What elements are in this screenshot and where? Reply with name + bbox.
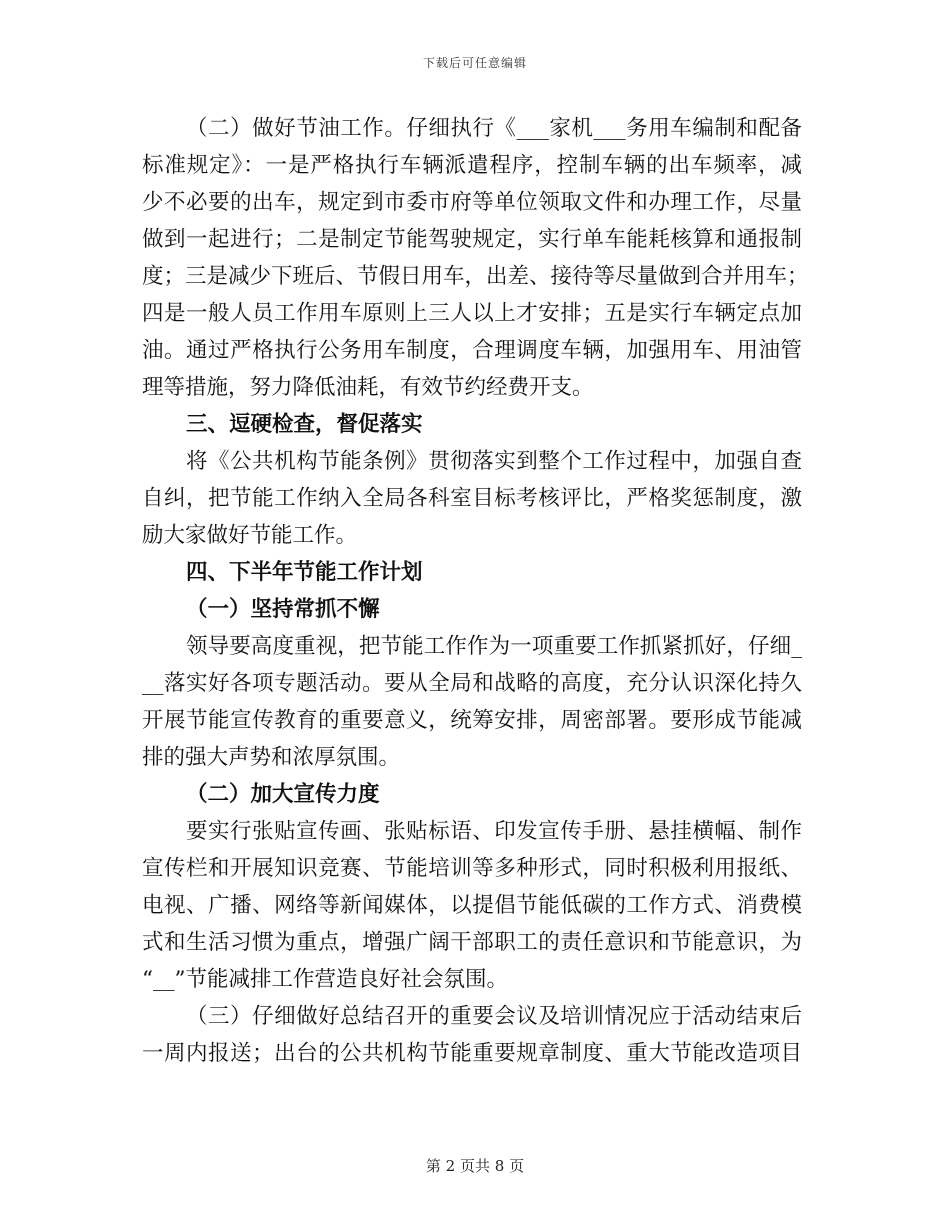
section-heading: （一）坚持常抓不懈 <box>186 597 380 622</box>
section-heading: （二）加大宣传力度 <box>186 782 380 807</box>
body-text-line: __落实好各项专题活动。要从全局和战略的高度，充分认识深化持久 <box>142 671 802 696</box>
body-text-line: 排的强大声势和浓厚氛围。 <box>142 745 401 770</box>
document-body <box>142 110 809 1072</box>
body-text-line: （二）做好节油工作。仔细执行《___家机___务用车编制和配备 <box>186 116 802 141</box>
body-text-line: 自纠，把节能工作纳入全局各科室目标考核评比，严格奖惩制度，激 <box>142 486 802 511</box>
body-text-line: 宣传栏和开展知识竞赛、节能培训等多种形式，同时积极利用报纸、 <box>142 856 802 881</box>
section-heading: 三、逗硬检查，督促落实 <box>186 412 423 437</box>
body-text-line: 电视、广播、网络等新闻媒体，以提倡节能低碳的工作方式、消费模 <box>142 893 802 918</box>
body-text-line: 四是一般人员工作用车原则上三人以上才安排；五是实行车辆定点加 <box>142 301 802 326</box>
page-header: 下载后可任意编辑 <box>422 56 527 70</box>
body-text-line: 式和生活习惯为重点，增强广阔干部职工的责任意识和节能意识，为 <box>142 930 802 955</box>
body-text-line: “__”节能减排工作营造良好社会氛围。 <box>142 967 508 992</box>
body-text-line: 理等措施，努力降低油耗，有效节约经费开支。 <box>142 375 594 400</box>
body-text-line: 油。通过严格执行公务用车制度，合理调度车辆，加强用车、用油管 <box>142 338 802 363</box>
body-text-line: 标准规定》：一是严格执行车辆派遣程序，控制车辆的出车频率，减 <box>142 153 802 178</box>
body-text-line: 做到一起进行；二是制定节能驾驶规定，实行单车能耗核算和通报制 <box>142 227 802 252</box>
section-heading: 四、下半年节能工作计划 <box>186 560 423 585</box>
page-footer: 第 2 页共 8 页 <box>425 1157 525 1175</box>
body-text-line: （三）仔细做好总结召开的重要会议及培训情况应于活动结束后 <box>186 1004 802 1029</box>
body-text-line: 度；三是减少下班后、节假日用车，出差、接待等尽量做到合并用车； <box>142 264 809 289</box>
body-text-line: 少不必要的出车，规定到市委市府等单位领取文件和办理工作，尽量 <box>142 190 802 215</box>
body-text-line: 一周内报送；出台的公共机构节能重要规章制度、重大节能改造项目 <box>142 1041 802 1066</box>
body-text-line: 开展节能宣传教育的重要意义，统筹安排，周密部署。要形成节能减 <box>142 708 802 733</box>
body-text-line: 要实行张贴宣传画、张贴标语、印发宣传手册、悬挂横幅、制作 <box>186 819 802 844</box>
body-text-line: 领导要高度重视，把节能工作作为一项重要工作抓紧抓好，仔细_ <box>186 634 802 659</box>
body-text-line: 将《公共机构节能条例》贯彻落实到整个工作过程中，加强自查 <box>186 449 802 474</box>
body-text-line: 励大家做好节能工作。 <box>142 523 358 548</box>
